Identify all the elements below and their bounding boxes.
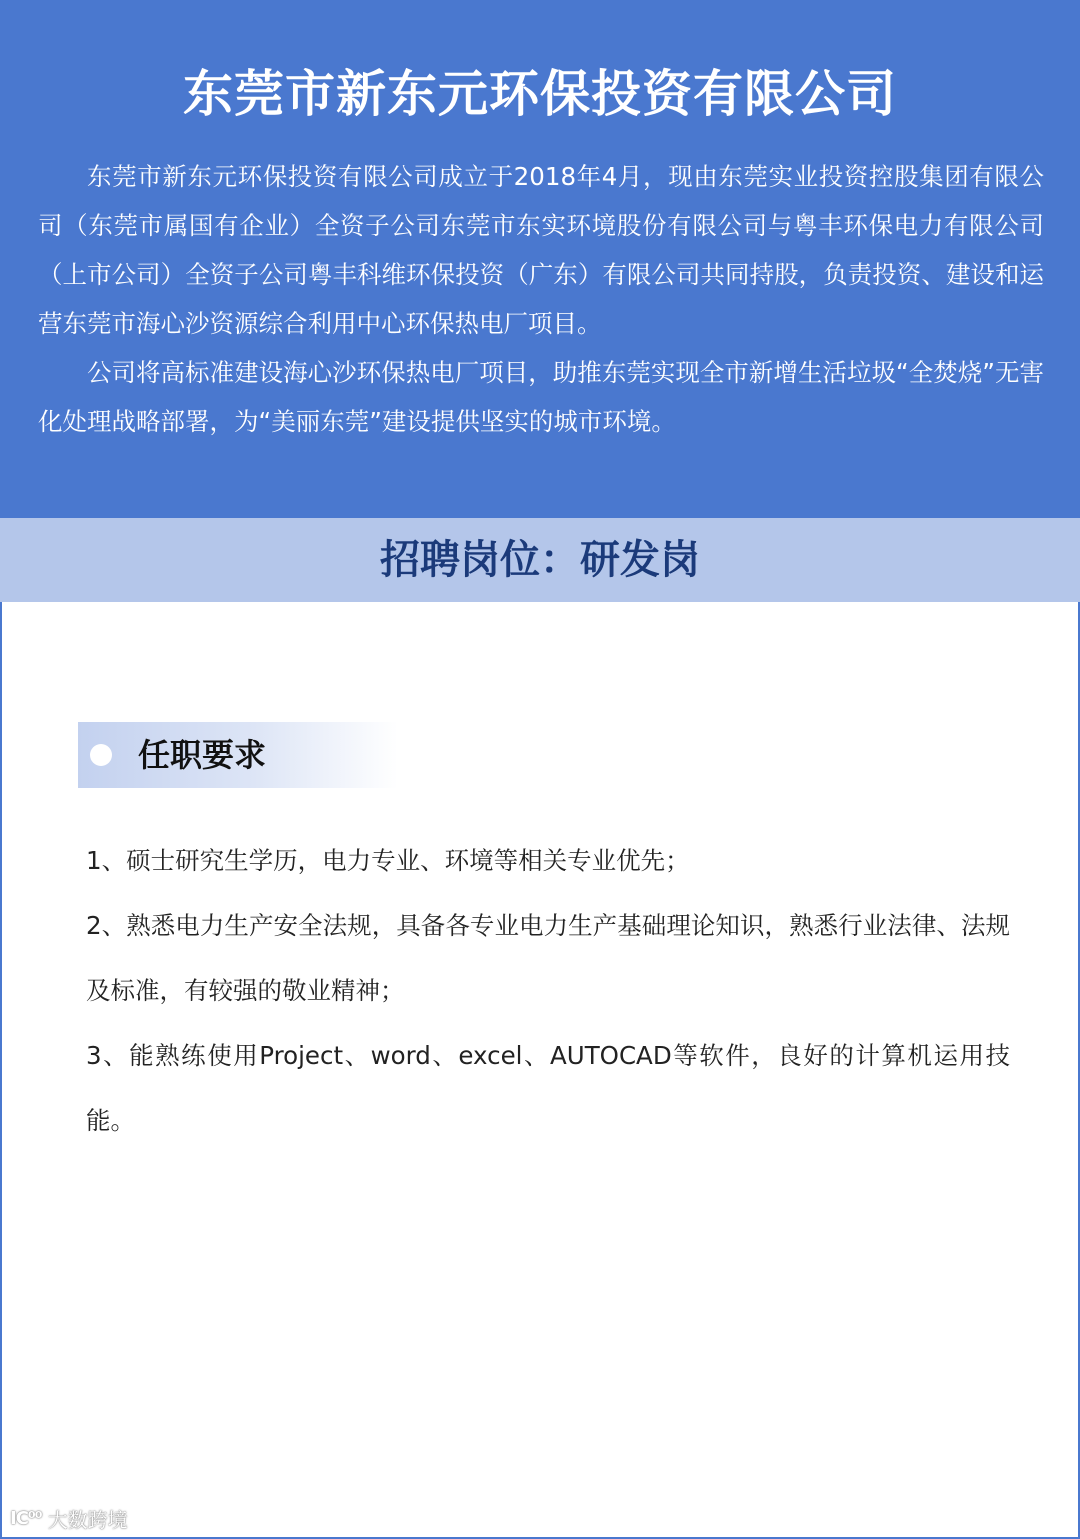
- position-title: 招聘岗位：研发岗: [380, 537, 700, 583]
- requirements-section-header: [78, 722, 398, 788]
- requirement-item: 2、熟悉电力生产安全法规，具备各专业电力生产基础理论知识，熟悉行业法律、法规及标准，有较强的敬业精神；: [86, 911, 1010, 1005]
- watermark-text: 大数跨境: [47, 1507, 128, 1532]
- intro-paragraph: 东莞市新东元环保投资有限公司成立于2018年4月，现由东莞实业投资控股集团有限公司（东莞市属国有企业）全资子公司东莞市东实环境股份有限公司与粤丰环保电力有限公司（上市公司）全资子公司粤丰科维环保投资（广东）有限公司共同持股，负责投资、建设和运营东莞市海心沙资源综合利用中心环保热电厂项目。: [38, 162, 1044, 338]
- company-intro: [38, 152, 1044, 446]
- requirements-list: [86, 828, 1010, 1153]
- bullet-dot-icon: [90, 744, 112, 766]
- requirements-title: 任职要求: [138, 736, 267, 774]
- watermark-logo-icon: IC⁰⁰: [10, 1507, 42, 1529]
- watermark: [10, 1500, 128, 1536]
- intro-paragraph: 公司将高标准建设海心沙环保热电厂项目，助推东莞实现全市新增生活垃圾“全焚烧”无害化处理战略部署，为“美丽东莞”建设提供坚实的城市环境。: [38, 358, 1044, 436]
- position-band: [0, 518, 1080, 602]
- company-title: 东莞市新东元环保投资有限公司: [183, 65, 897, 123]
- company-header: [0, 0, 1080, 518]
- requirement-item: 3、能熟练使用Project、word、excel、AUTOCAD等软件，良好的计算机运用技能。: [86, 1041, 1010, 1135]
- requirement-item: 1、硕士研究生学历，电力专业、环境等相关专业优先；: [86, 846, 690, 875]
